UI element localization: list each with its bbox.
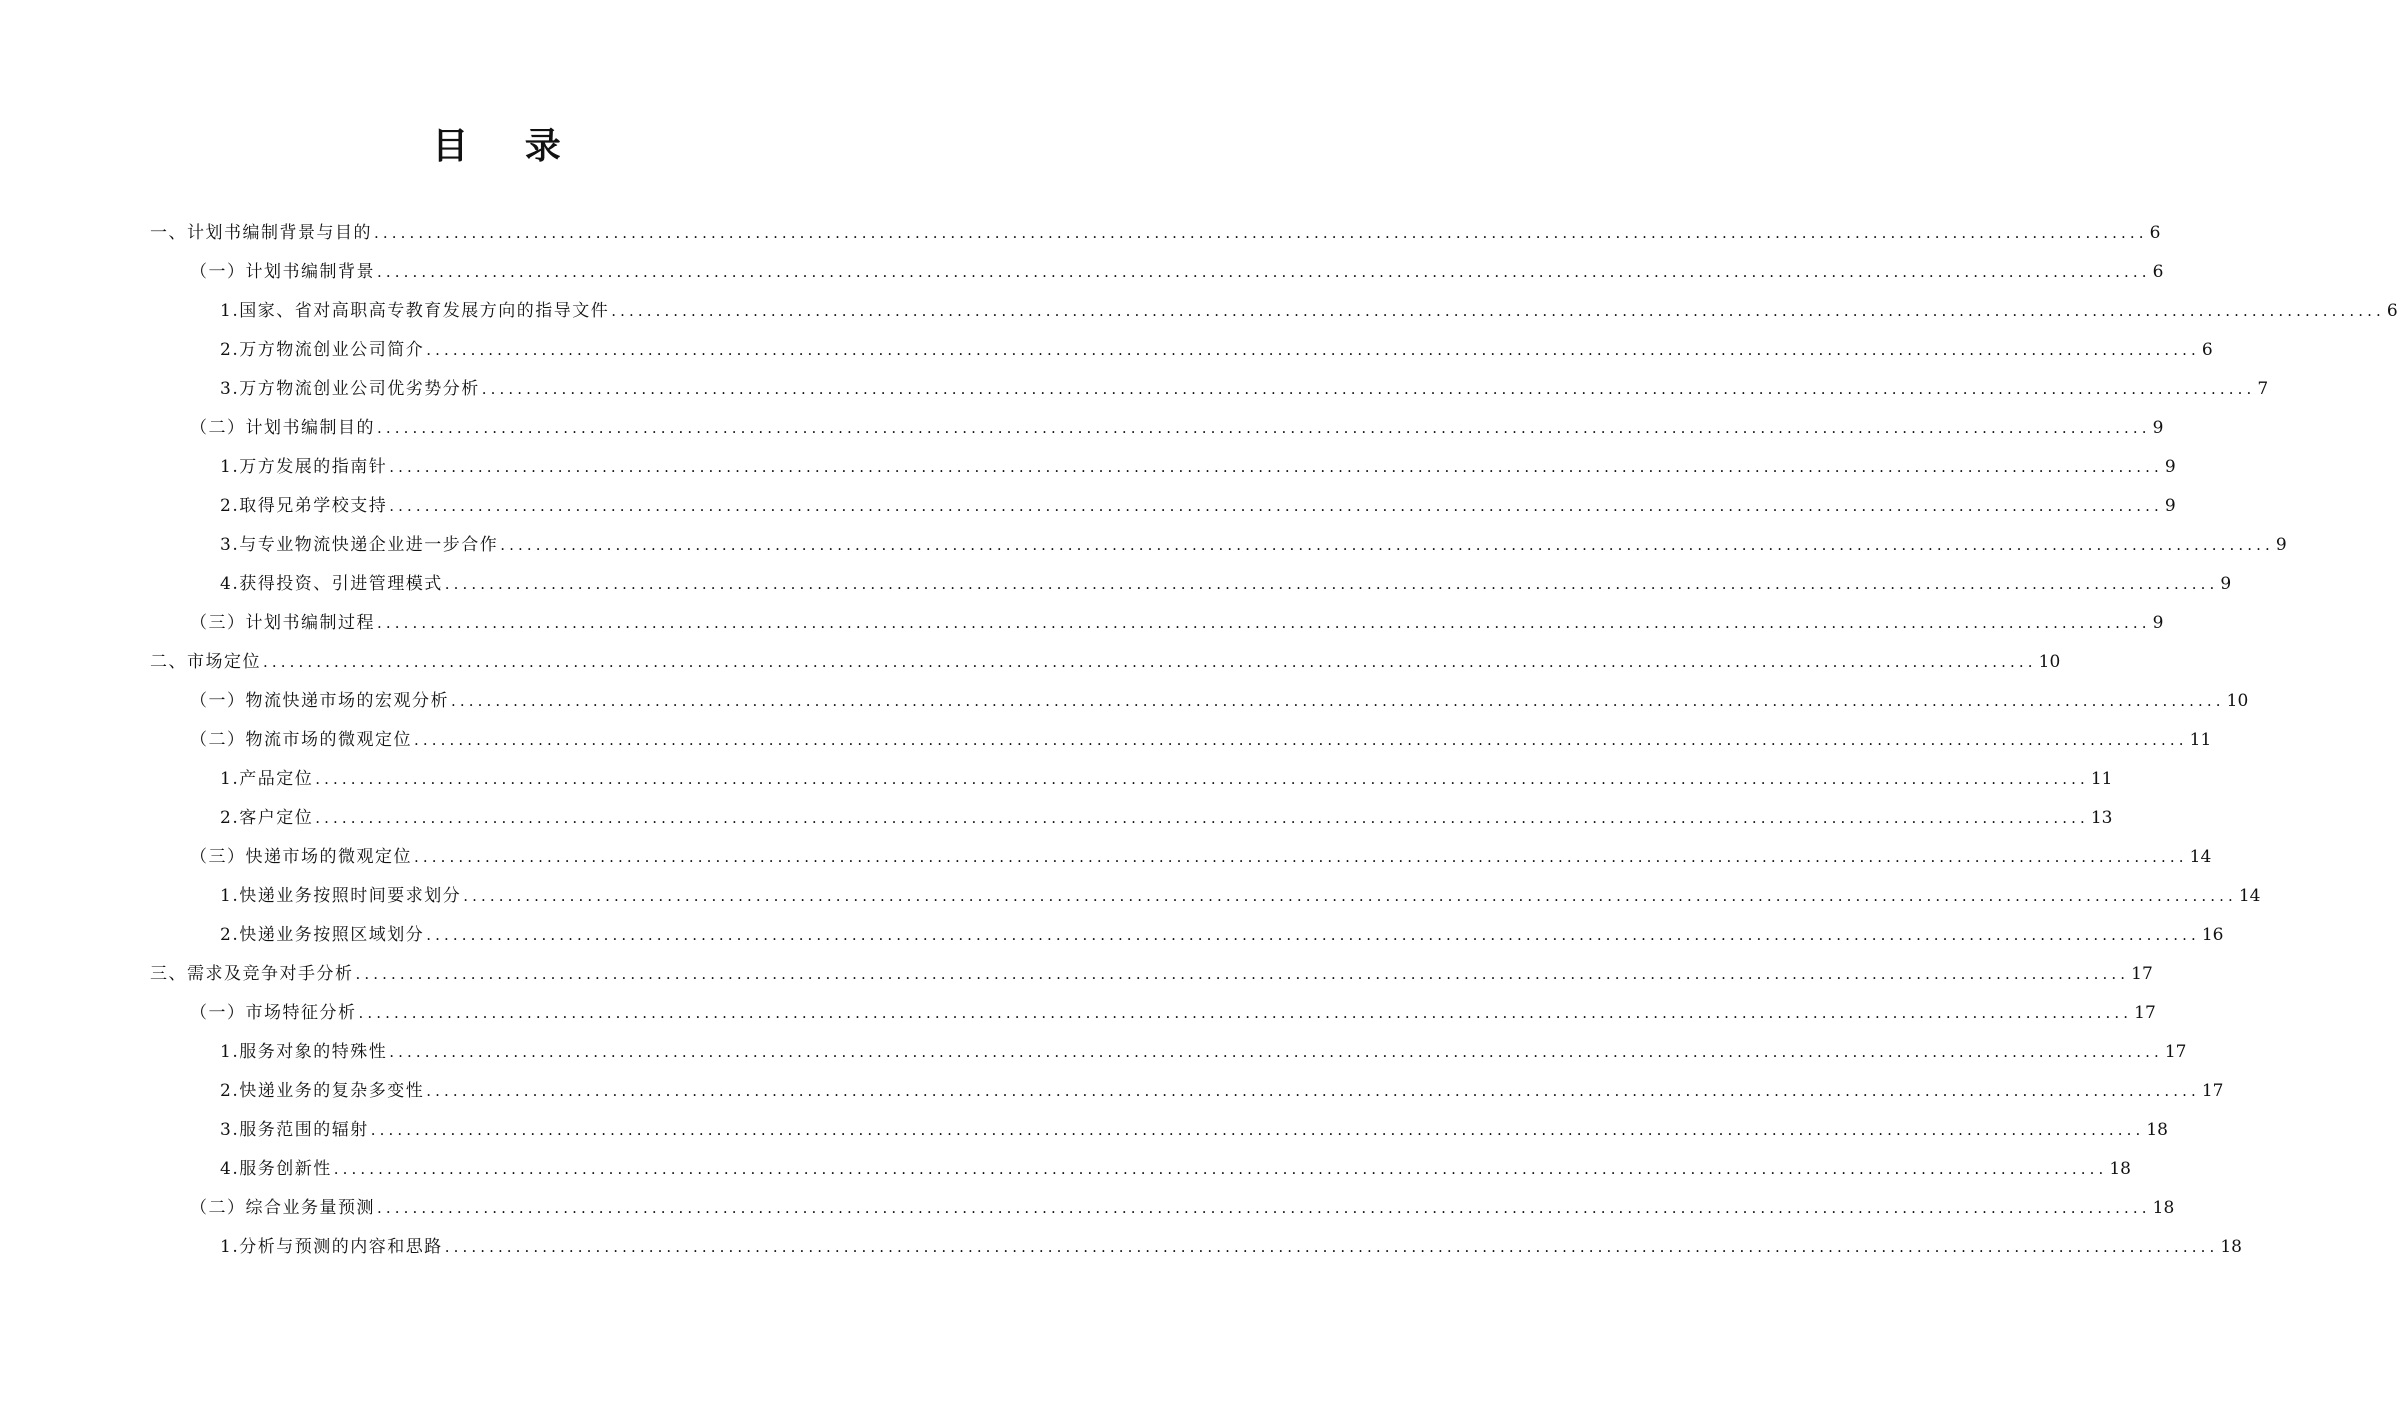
toc-entry-title: 2.万方物流创业公司简介	[220, 340, 425, 360]
toc-leader-dots: ........................................................................................................................................................................................................	[611, 302, 2385, 320]
toc-leader-dots: ........................................................................................................................................................................................................	[481, 380, 2256, 398]
toc-leader-dots: ........................................................................................................................................................................................................	[389, 1043, 2163, 1061]
toc-entry-title: 1.万方发展的指南针	[220, 457, 388, 477]
toc-page-number: 17	[2134, 1003, 2156, 1023]
toc-entry[interactable]	[150, 643, 2061, 682]
toc-page-number: 9	[2164, 457, 2176, 477]
toc-entry-title: 1.国家、省对高职高专教育发展方向的指导文件	[220, 301, 610, 321]
toc-page-number: 9	[2220, 574, 2232, 594]
toc-entry[interactable]	[150, 526, 2287, 565]
toc-page-number: 6	[2201, 340, 2213, 360]
toc-entry[interactable]	[150, 292, 2398, 331]
toc-entry[interactable]	[150, 760, 2113, 799]
toc-entry[interactable]	[150, 214, 2161, 253]
toc-entry-title: （二）物流市场的微观定位	[190, 730, 412, 750]
toc-leader-dots: ........................................................................................................................................................................................................	[370, 1121, 2145, 1139]
toc-page-number: 17	[2201, 1081, 2224, 1101]
toc-entry[interactable]	[150, 1111, 2168, 1150]
toc-entry[interactable]	[150, 955, 2153, 994]
toc-page-number: 9	[2164, 496, 2176, 516]
table-of-contents	[150, 214, 2398, 1267]
toc-entry[interactable]	[150, 682, 2249, 721]
toc-leader-dots: ........................................................................................................................................................................................................	[263, 653, 2037, 671]
toc-entry[interactable]	[150, 799, 2113, 838]
toc-page-number: 9	[2275, 535, 2287, 555]
toc-page-number: 6	[2386, 301, 2398, 321]
toc-entry-title: 4.获得投资、引进管理模式	[220, 574, 443, 594]
toc-leader-dots: ........................................................................................................................................................................................................	[377, 419, 2151, 437]
toc-entry-title: 4.服务创新性	[220, 1159, 332, 1179]
toc-page-number: 6	[2152, 262, 2164, 282]
toc-entry[interactable]	[150, 1150, 2131, 1189]
toc-entry[interactable]	[150, 721, 2212, 760]
toc-entry[interactable]	[150, 994, 2156, 1033]
toc-entry-title: 一、计划书编制背景与目的	[150, 223, 372, 243]
toc-leader-dots: ........................................................................................................................................................................................................	[333, 1160, 2108, 1178]
toc-page-number: 6	[2149, 223, 2161, 243]
toc-leader-dots: ........................................................................................................................................................................................................	[389, 497, 2163, 515]
toc-leader-dots: ........................................................................................................................................................................................................	[463, 887, 2237, 905]
toc-page-number: 17	[2164, 1042, 2187, 1062]
toc-entry-title: 2.取得兄弟学校支持	[220, 496, 388, 516]
toc-leader-dots: ........................................................................................................................................................................................................	[444, 1238, 2219, 1256]
toc-leader-dots: ........................................................................................................................................................................................................	[355, 965, 2130, 983]
toc-entry-title: 1.服务对象的特殊性	[220, 1042, 388, 1062]
toc-leader-dots: ........................................................................................................................................................................................................	[377, 1199, 2151, 1217]
toc-leader-dots: ........................................................................................................................................................................................................	[444, 575, 2219, 593]
toc-entry-title: 2.快递业务按照区域划分	[220, 925, 425, 945]
toc-page-number: 9	[2152, 418, 2164, 438]
toc-entry-title: （一）市场特征分析	[190, 1003, 357, 1023]
toc-entry[interactable]	[150, 1033, 2187, 1072]
toc-entry-title: 3.万方物流创业公司优劣势分析	[220, 379, 480, 399]
toc-leader-dots: ........................................................................................................................................................................................................	[414, 731, 2188, 749]
toc-leader-dots: ........................................................................................................................................................................................................	[358, 1004, 2133, 1022]
toc-entry-title: （二）计划书编制目的	[190, 418, 375, 438]
toc-page-number: 11	[2090, 769, 2113, 789]
toc-page-number: 18	[2220, 1237, 2242, 1257]
toc-entry-title: （三）计划书编制过程	[190, 613, 375, 633]
toc-page-number: 18	[2146, 1120, 2168, 1140]
toc-leader-dots: ........................................................................................................................................................................................................	[451, 692, 2225, 710]
toc-entry-title: （二）综合业务量预测	[190, 1198, 375, 1218]
toc-page-number: 7	[2257, 379, 2269, 399]
toc-leader-dots: ........................................................................................................................................................................................................	[377, 614, 2151, 632]
toc-leader-dots: ........................................................................................................................................................................................................	[426, 1082, 2200, 1100]
toc-entry[interactable]	[150, 877, 2261, 916]
toc-entry[interactable]	[150, 331, 2213, 370]
toc-page-number: 10	[2038, 652, 2061, 672]
toc-entry-title: （一）物流快递市场的宏观分析	[190, 691, 449, 711]
toc-leader-dots: ........................................................................................................................................................................................................	[500, 536, 2274, 554]
toc-page-number: 10	[2226, 691, 2249, 711]
toc-leader-dots: ........................................................................................................................................................................................................	[414, 848, 2188, 866]
page-title: 目 录	[432, 125, 583, 167]
toc-entry-title: 三、需求及竞争对手分析	[150, 964, 354, 984]
toc-page-number: 13	[2090, 808, 2113, 828]
toc-page-number: 14	[2238, 886, 2261, 906]
toc-entry[interactable]	[150, 253, 2164, 292]
toc-page-number: 11	[2189, 730, 2212, 750]
toc-entry-title: （三）快递市场的微观定位	[190, 847, 412, 867]
toc-page-number: 9	[2152, 613, 2164, 633]
toc-leader-dots: ........................................................................................................................................................................................................	[374, 224, 2148, 242]
toc-entry-title: （一）计划书编制背景	[190, 262, 375, 282]
toc-entry[interactable]	[150, 448, 2176, 487]
toc-leader-dots: ........................................................................................................................................................................................................	[315, 770, 2089, 788]
toc-leader-dots: ........................................................................................................................................................................................................	[377, 263, 2151, 281]
toc-entry[interactable]	[150, 1072, 2224, 1111]
toc-leader-dots: ........................................................................................................................................................................................................	[315, 809, 2089, 827]
toc-entry-title: 3.服务范围的辐射	[220, 1120, 369, 1140]
toc-page-number: 14	[2189, 847, 2212, 867]
toc-entry[interactable]	[150, 604, 2164, 643]
toc-page-number: 17	[2131, 964, 2153, 984]
toc-entry-title: 2.快递业务的复杂多变性	[220, 1081, 425, 1101]
toc-entry[interactable]	[150, 838, 2212, 877]
toc-leader-dots: ........................................................................................................................................................................................................	[426, 341, 2200, 359]
toc-page-number: 16	[2201, 925, 2224, 945]
toc-entry-title: 2.客户定位	[220, 808, 314, 828]
toc-entry[interactable]	[150, 409, 2164, 448]
toc-entry-title: 二、市场定位	[150, 652, 261, 672]
toc-entry[interactable]	[150, 370, 2269, 409]
toc-entry[interactable]	[150, 1228, 2242, 1267]
toc-leader-dots: ........................................................................................................................................................................................................	[389, 458, 2163, 476]
toc-entry[interactable]	[150, 487, 2176, 526]
toc-entry-title: 3.与专业物流快递企业进一步合作	[220, 535, 499, 555]
toc-entry[interactable]	[150, 916, 2224, 955]
toc-page-number: 18	[2109, 1159, 2131, 1179]
toc-entry-title: 1.快递业务按照时间要求划分	[220, 886, 462, 906]
toc-entry[interactable]	[150, 565, 2232, 604]
toc-page-number: 18	[2152, 1198, 2175, 1218]
toc-leader-dots: ........................................................................................................................................................................................................	[426, 926, 2200, 944]
toc-entry-title: 1.产品定位	[220, 769, 314, 789]
toc-entry-title: 1.分析与预测的内容和思路	[220, 1237, 443, 1257]
toc-entry[interactable]	[150, 1189, 2175, 1228]
